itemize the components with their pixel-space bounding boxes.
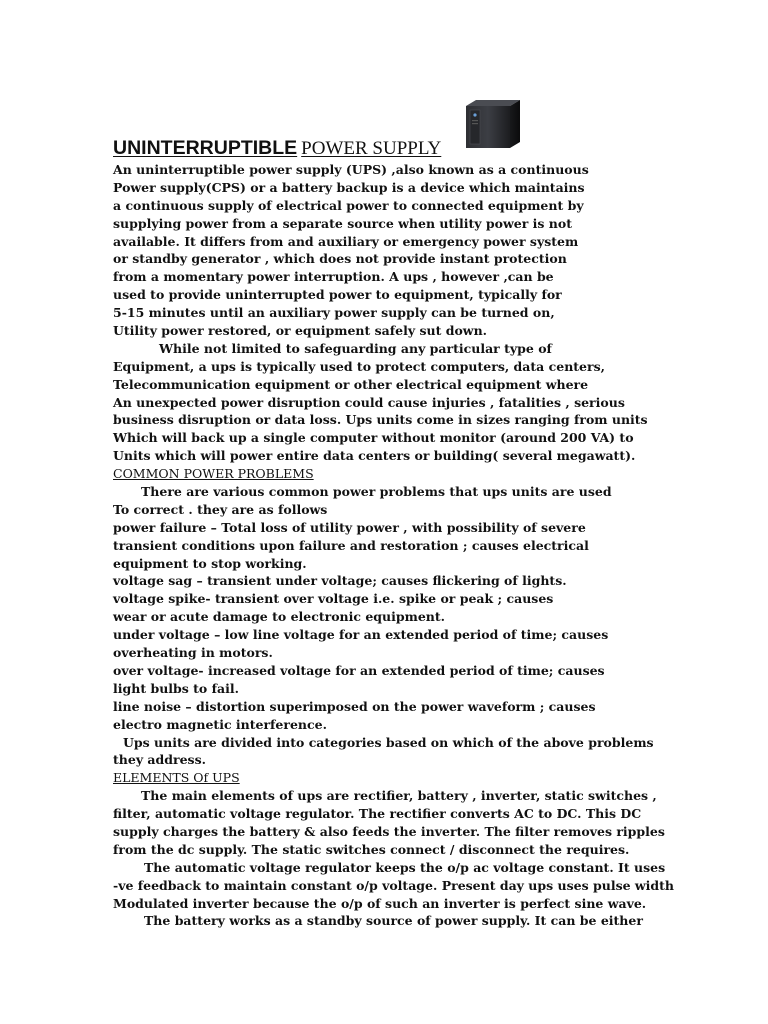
document-title	[113, 137, 441, 160]
text-line: voltage spike- transient over voltage i.e. spike or peak ; causes	[113, 591, 554, 607]
title-part-1: UNINTERRUPTIBLE	[113, 137, 298, 159]
text-line: transient conditions upon failure and restoration ; causes electrical	[113, 537, 589, 553]
text-line: -ve feedback to maintain constant o/p voltage. Present day ups uses pulse width	[113, 877, 675, 893]
text-line: or standby generator , which does not provide instant protection	[113, 251, 567, 267]
document-body	[113, 161, 733, 930]
section-heading: COMMON POWER PROBLEMS	[113, 466, 314, 482]
text-line: wear or acute damage to electronic equipment.	[113, 609, 446, 625]
text-line: supply charges the battery & also feeds the inverter. The filter removes ripples	[113, 823, 665, 839]
text-line: supplying power from a separate source when utility power is not	[113, 215, 572, 231]
text-line: filter, automatic voltage regulator. The rectifier converts AC to DC. This DC	[113, 806, 642, 822]
ups-unit-image	[462, 98, 524, 150]
text-line: Ups units are divided into categories based on which of the above problems	[123, 734, 654, 750]
text-line: voltage sag – transient under voltage; causes flickering of lights.	[113, 573, 567, 589]
text-line: Which will back up a single computer without monitor (around 200 VA) to	[113, 430, 634, 446]
text-line: Equipment, a ups is typically used to protect computers, data centers,	[113, 358, 605, 374]
text-line: electro magnetic interference.	[113, 716, 327, 732]
text-line: The main elements of ups are rectifier, battery , inverter, static switches ,	[141, 788, 657, 804]
text-line: over voltage- increased voltage for an extended period of time; causes	[113, 662, 605, 678]
text-line: power failure – Total loss of utility power , with possibility of severe	[113, 519, 586, 535]
text-line: under voltage – low line voltage for an extended period of time; causes	[113, 627, 609, 643]
text-line: To correct . they are as follows	[113, 501, 328, 517]
text-line: An uninterruptible power supply (UPS) ,also known as a continuous	[113, 162, 589, 177]
text-line: overheating in motors.	[113, 645, 273, 661]
text-line: business disruption or data loss. Ups units come in sizes ranging from units	[113, 412, 648, 428]
text-line: Units which will power entire data centers or building( several megawatt).	[113, 448, 636, 464]
text-line: from the dc supply. The static switches connect / disconnect the requires.	[113, 841, 630, 857]
text-line: light bulbs to fail.	[113, 680, 239, 696]
text-line: Modulated inverter because the o/p of such an inverter is perfect sine wave.	[113, 895, 647, 911]
text-line: available. It differs from and auxiliary or emergency power system	[113, 233, 579, 249]
text-line: line noise – distortion superimposed on the power waveform ; causes	[113, 698, 596, 714]
text-line: they address.	[113, 752, 206, 768]
text-line: equipment to stop working.	[113, 555, 307, 571]
text-line: used to provide uninterrupted power to equipment, typically for	[113, 287, 562, 303]
text-line: The automatic voltage regulator keeps the o/p ac voltage constant. It uses	[144, 859, 666, 875]
title-part-2: POWER SUPPLY	[301, 138, 442, 159]
section-heading: ELEMENTS Of UPS	[113, 770, 240, 786]
text-line: from a momentary power interruption. A ups , however ,can be	[113, 269, 554, 285]
text-line: Power supply(CPS) or a battery backup is a device which maintains	[113, 179, 585, 195]
text-line: Telecommunication equipment or other electrical equipment where	[113, 376, 589, 392]
text-line: 5-15 minutes until an auxiliary power supply can be turned on,	[113, 305, 555, 321]
text-line: Utility power restored, or equipment safely sut down.	[113, 323, 488, 339]
text-line: An unexpected power disruption could cause injuries , fatalities , serious	[113, 394, 625, 410]
text-line: The battery works as a standby source of power supply. It can be either	[144, 913, 643, 929]
text-line: While not limited to safeguarding any particular type of	[159, 340, 552, 356]
text-line: There are various common power problems that ups units are used	[141, 484, 612, 500]
text-line: a continuous supply of electrical power to connected equipment by	[113, 197, 584, 213]
